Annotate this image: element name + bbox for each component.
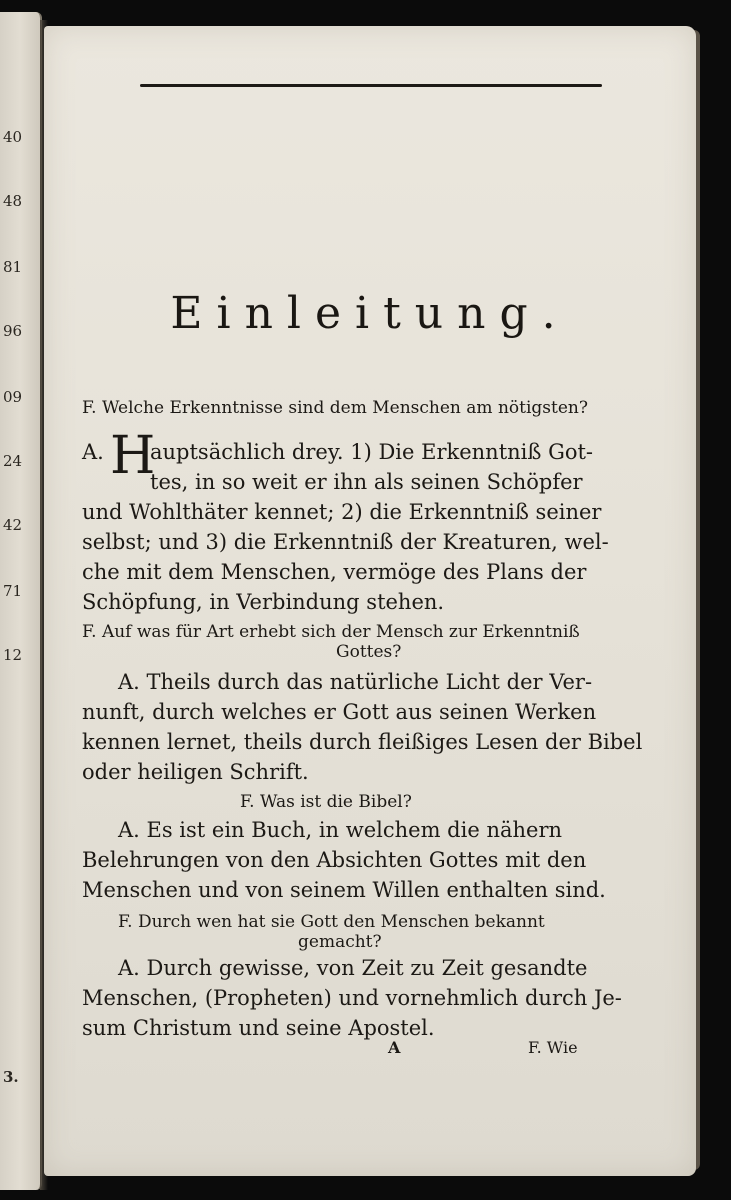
margin-number: 3. (3, 1068, 19, 1086)
answer-line: auptsächlich drey. 1) Die Erkenntniß Got- (150, 440, 594, 464)
answer-line: oder heiligen Schrift. (82, 760, 309, 784)
answer-line: tes, in so weit er ihn als seinen Schöpfer (150, 470, 583, 494)
margin-number: 42 (3, 516, 23, 534)
question-line: F. Was ist die Bibel? (240, 792, 412, 812)
question-line: Gottes? (336, 642, 402, 662)
question-line: F. Welche Erkenntnisse sind dem Menschen am nötigsten? (82, 398, 588, 418)
answer-line: kennen lernet, theils durch fleißiges Lesen der Bibel (82, 730, 643, 754)
question-line: F. Durch wen hat sie Gott den Menschen bekannt (118, 912, 545, 932)
answer-line: A. Es ist ein Buch, in welchem die nähern (118, 818, 563, 842)
margin-number: 12 (3, 646, 23, 664)
question-line: F. Auf was für Art erhebt sich der Mensch zur Erkenntniß (82, 622, 580, 642)
previous-page-edge (0, 12, 42, 1190)
answer-line: che mit dem Menschen, vermöge des Plans der (82, 560, 587, 584)
answer-line: sum Christum und seine Apostel. (82, 1016, 435, 1040)
margin-number: 48 (3, 192, 23, 210)
answer-prefix: A. (82, 440, 104, 464)
answer-line: Menschen, (Propheten) und vornehmlich durch Je- (82, 986, 622, 1010)
margin-number: 71 (3, 582, 23, 600)
header-rule (140, 84, 602, 87)
answer-line: nunft, durch welches er Gott aus seinen Werken (82, 700, 597, 724)
answer-line: selbst; und 3) die Erkenntniß der Kreaturen, wel- (82, 530, 609, 554)
drop-cap: H (110, 426, 156, 486)
book-page (44, 26, 696, 1176)
question-line: gemacht? (298, 932, 382, 952)
margin-number: 40 (3, 128, 23, 146)
page-title: Einleitung. (170, 288, 570, 339)
answer-line: Schöpfung, in Verbindung stehen. (82, 590, 445, 614)
margin-number: 81 (3, 258, 23, 276)
answer-line: und Wohlthäter kennet; 2) die Erkenntniß seiner (82, 500, 602, 524)
answer-line: Menschen und von seinem Willen enthalten sind. (82, 878, 606, 902)
margin-number: 96 (3, 322, 23, 340)
answer-line: Belehrungen von den Absichten Gottes mit den (82, 848, 587, 872)
margin-number: 09 (3, 388, 23, 406)
margin-number: 24 (3, 452, 23, 470)
answer-line: A. Theils durch das natürliche Licht der Ver- (118, 670, 593, 694)
signature-mark: A (388, 1038, 401, 1057)
answer-line: A. Durch gewisse, von Zeit zu Zeit gesandte (118, 956, 588, 980)
catchword: F. Wie (528, 1038, 578, 1057)
